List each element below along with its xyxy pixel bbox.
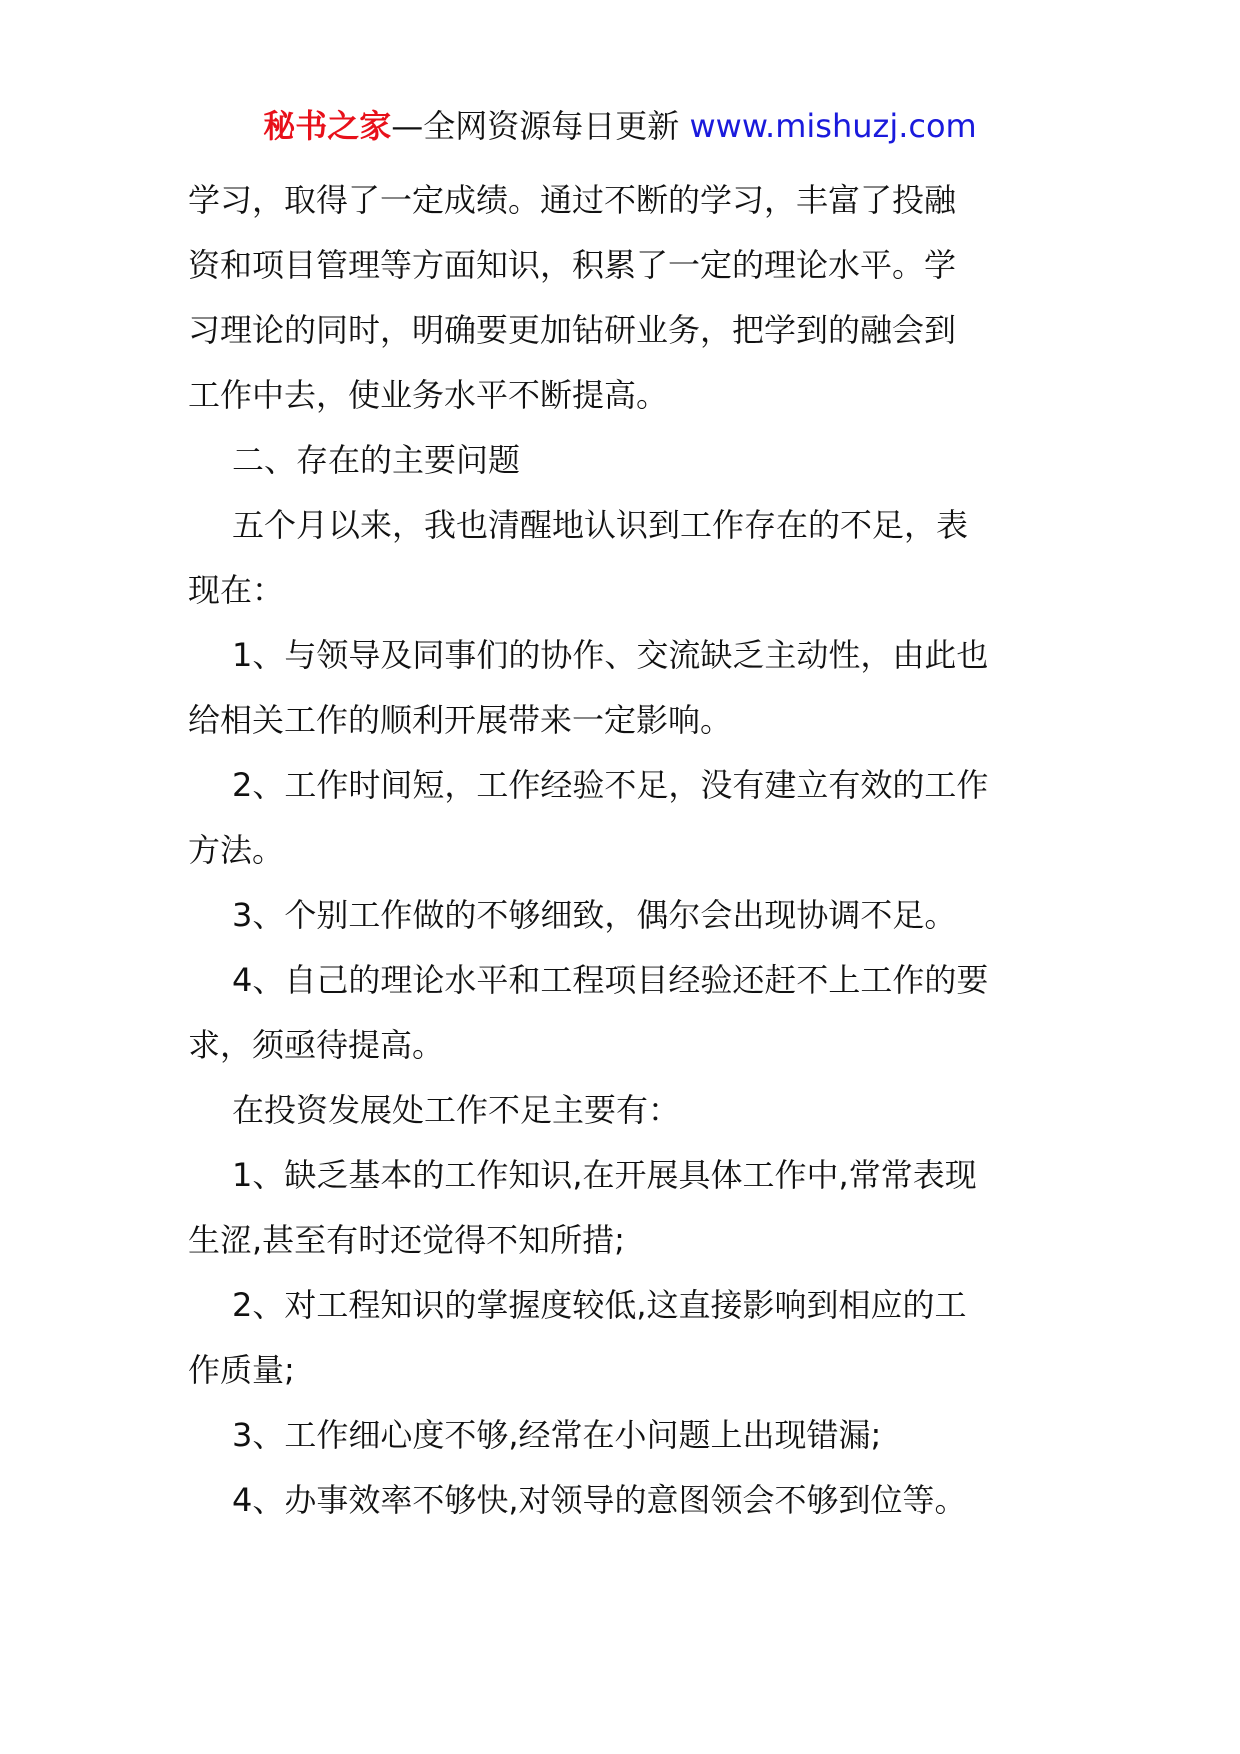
list-item [188, 1468, 1048, 1533]
list-item [188, 1273, 1048, 1403]
text-line: 资和项目管理等方面知识，积累了一定的理论水平。学 [188, 246, 957, 284]
list-item [188, 948, 1048, 1078]
text-line: 1、与领导及同事们的协作、交流缺乏主动性，由此也 [232, 636, 989, 674]
text-line: 习理论的同时，明确要更加钻研业务，把学到的融会到 [188, 311, 957, 349]
paragraph [188, 1078, 1048, 1143]
list-item [188, 1403, 1048, 1468]
list-item [188, 623, 1048, 753]
paragraph [188, 493, 1048, 623]
text-line: 工作中去，使业务水平不断提高。 [188, 376, 669, 414]
text-line: 现在： [188, 571, 285, 609]
heading-text: 二、存在的主要问题 [232, 441, 521, 479]
document-body [188, 168, 1048, 1533]
site-url-link[interactable]: www.mishuzj.com [689, 107, 977, 145]
text-line: 求，须亟待提高。 [188, 1026, 445, 1064]
text-line: 3、个别工作做的不够细致，偶尔会出现协调不足。 [232, 896, 957, 934]
brand-name: 秘书之家 [263, 107, 392, 145]
text-line: 生涩,甚至有时还觉得不知所措; [188, 1221, 625, 1259]
text-line: 1、缺乏基本的工作知识,在开展具体工作中,常常表现 [232, 1156, 977, 1194]
text-line: 在投资发展处工作不足主要有： [232, 1091, 681, 1129]
text-line: 五个月以来，我也清醒地认识到工作存在的不足，表 [232, 506, 969, 544]
text-line: 4、办事效率不够快,对领导的意图领会不够到位等。 [232, 1481, 967, 1519]
list-item [188, 1143, 1048, 1273]
text-line: 3、工作细心度不够,经常在小问题上出现错漏; [232, 1416, 882, 1454]
list-item [188, 883, 1048, 948]
section-heading [188, 428, 1048, 493]
page-header [0, 104, 1240, 148]
text-line: 给相关工作的顺利开展带来一定影响。 [188, 701, 733, 739]
text-line: 4、自己的理论水平和工程项目经验还赶不上工作的要 [232, 961, 989, 999]
text-line: 2、对工程知识的掌握度较低,这直接影响到相应的工 [232, 1286, 967, 1324]
text-line: 方法。 [188, 831, 285, 869]
text-line: 学习，取得了一定成绩。通过不断的学习，丰富了投融 [188, 181, 957, 219]
list-item [188, 753, 1048, 883]
text-line: 2、工作时间短，工作经验不足，没有建立有效的工作 [232, 766, 989, 804]
paragraph-continuation [188, 168, 1048, 428]
header-tagline: —全网资源每日更新 [391, 107, 690, 145]
text-line: 作质量; [188, 1351, 295, 1389]
